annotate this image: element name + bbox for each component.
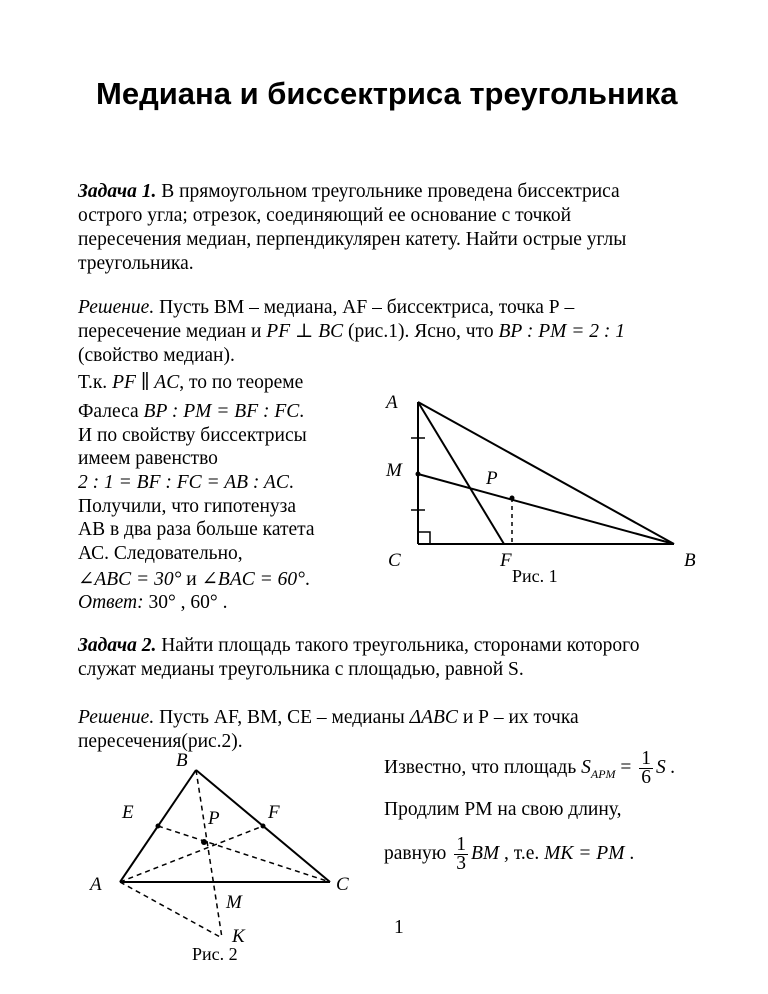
solution2-text: Пусть AF, BM, CE – медианы	[154, 707, 410, 728]
side-bc	[196, 770, 330, 882]
solution1-label: Решение.	[78, 297, 155, 318]
solution2-text: , т.е.	[499, 842, 545, 864]
figure-2-caption: Рис. 2	[192, 944, 238, 964]
math-expression: PF ∥ AC	[112, 372, 180, 393]
math-expression: BP : PM = BF : FC	[143, 401, 300, 422]
solution1-text: АВ в два раза больше катета	[78, 519, 315, 540]
solution1-text: Фалеса	[78, 401, 144, 422]
fraction: $\frac{1}{6}$	[641, 748, 652, 788]
label-a: A	[386, 392, 398, 413]
solution1-text: , то по теореме	[179, 372, 304, 393]
solution1-text: И по свойству биссектрисы	[78, 425, 307, 446]
task2-label: Задача 2.	[78, 635, 157, 656]
label-c: C	[336, 874, 349, 895]
task2-line: служат медианы треугольника с площадью, равной S.	[78, 659, 524, 680]
math-expression: ∠BAC = 60°	[201, 569, 305, 590]
solution1-text: Т.к.	[78, 372, 113, 393]
solution1-text: пересечение медиан и	[78, 321, 262, 342]
solution1-text: АС. Следовательно,	[78, 543, 243, 564]
point-f	[261, 824, 266, 829]
task1-line: треугольника.	[78, 253, 194, 274]
median-bm-extended	[196, 770, 222, 938]
label-m: M	[386, 460, 402, 481]
answer-value: 30° , 60° .	[143, 592, 228, 613]
solution2-text: пересечения(рис.2).	[78, 731, 243, 752]
task2-line: Найти площадь такого треугольника, сторонами которого	[156, 635, 640, 656]
solution1-text: и	[181, 569, 202, 590]
label-c: C	[388, 550, 401, 571]
right-angle-mark	[418, 532, 430, 544]
math-expression: BP : PM = 2 : 1	[498, 321, 626, 342]
label-b: B	[684, 550, 696, 571]
median-bm	[418, 474, 674, 544]
segment-ak	[120, 882, 222, 938]
math-expression: MK = PM	[544, 842, 625, 864]
label-f: F	[500, 550, 512, 571]
page-title: Медиана и биссектриса треугольника	[96, 76, 678, 111]
median-ce	[158, 826, 330, 882]
solution1-text: Получили, что гипотенуза	[78, 496, 296, 517]
solution2-text: и Р – их точка	[457, 707, 579, 728]
task1-line: острого угла; отрезок, соединяющий ее основание с точкой	[78, 205, 572, 226]
solution1-text: (свойство медиан).	[78, 345, 235, 366]
label-k: K	[232, 926, 245, 947]
figure-1-caption: Рис. 1	[512, 566, 558, 586]
math-expression: PF ⊥ BC	[266, 321, 344, 342]
math-expression: ∠ABC = 30°	[78, 569, 182, 590]
page-number: 1	[394, 917, 404, 938]
label-p: P	[486, 468, 498, 489]
solution1-text: имеем равенство	[78, 448, 218, 469]
solution1-text: Пусть ВМ – медиана, AF – биссектриса, точка Р –	[154, 297, 575, 318]
math-subscript: APM	[590, 766, 616, 781]
math-expression: BM	[471, 842, 500, 864]
label-f: F	[268, 802, 280, 823]
solution2-label: Решение.	[78, 707, 155, 728]
side-ab	[418, 402, 674, 544]
label-b: B	[176, 750, 188, 771]
task1-line: пересечения медиан, перпендикулярен катету. Найти острые углы	[78, 229, 627, 250]
bisector-af	[418, 402, 504, 544]
math-expression: S	[581, 756, 591, 778]
point-p	[510, 496, 515, 501]
point-m	[416, 472, 421, 477]
solution2-text: Продлим РМ на свою длину,	[384, 799, 622, 820]
solution2-text: .	[624, 842, 635, 864]
task1-line: В прямоугольном треугольнике проведена биссектриса	[156, 181, 620, 202]
fraction: $\frac{1}{3}$	[456, 834, 466, 874]
label-m: M	[226, 892, 242, 913]
solution1-text: .	[299, 401, 305, 422]
math-expression: =	[615, 756, 637, 778]
math-expression: S .	[656, 756, 676, 778]
math-expression: ΔABC	[409, 707, 458, 728]
solution1-text: (рис.1). Ясно, что	[343, 321, 499, 342]
label-p: P	[208, 808, 220, 829]
median-af	[120, 826, 263, 882]
label-a: A	[90, 874, 102, 895]
solution2-text: равную	[384, 842, 452, 864]
side-ab	[120, 770, 196, 882]
point-e	[156, 824, 161, 829]
solution1-text: .	[288, 472, 294, 493]
solution1-text: .	[304, 569, 310, 590]
math-expression: 2 : 1 = BF : FC = AB : AC	[78, 472, 289, 493]
point-p	[201, 839, 207, 845]
task1-label: Задача 1.	[78, 181, 157, 202]
answer-label: Ответ:	[78, 592, 144, 613]
label-e: E	[122, 802, 134, 823]
solution2-text: Известно, что площадь	[384, 756, 582, 778]
